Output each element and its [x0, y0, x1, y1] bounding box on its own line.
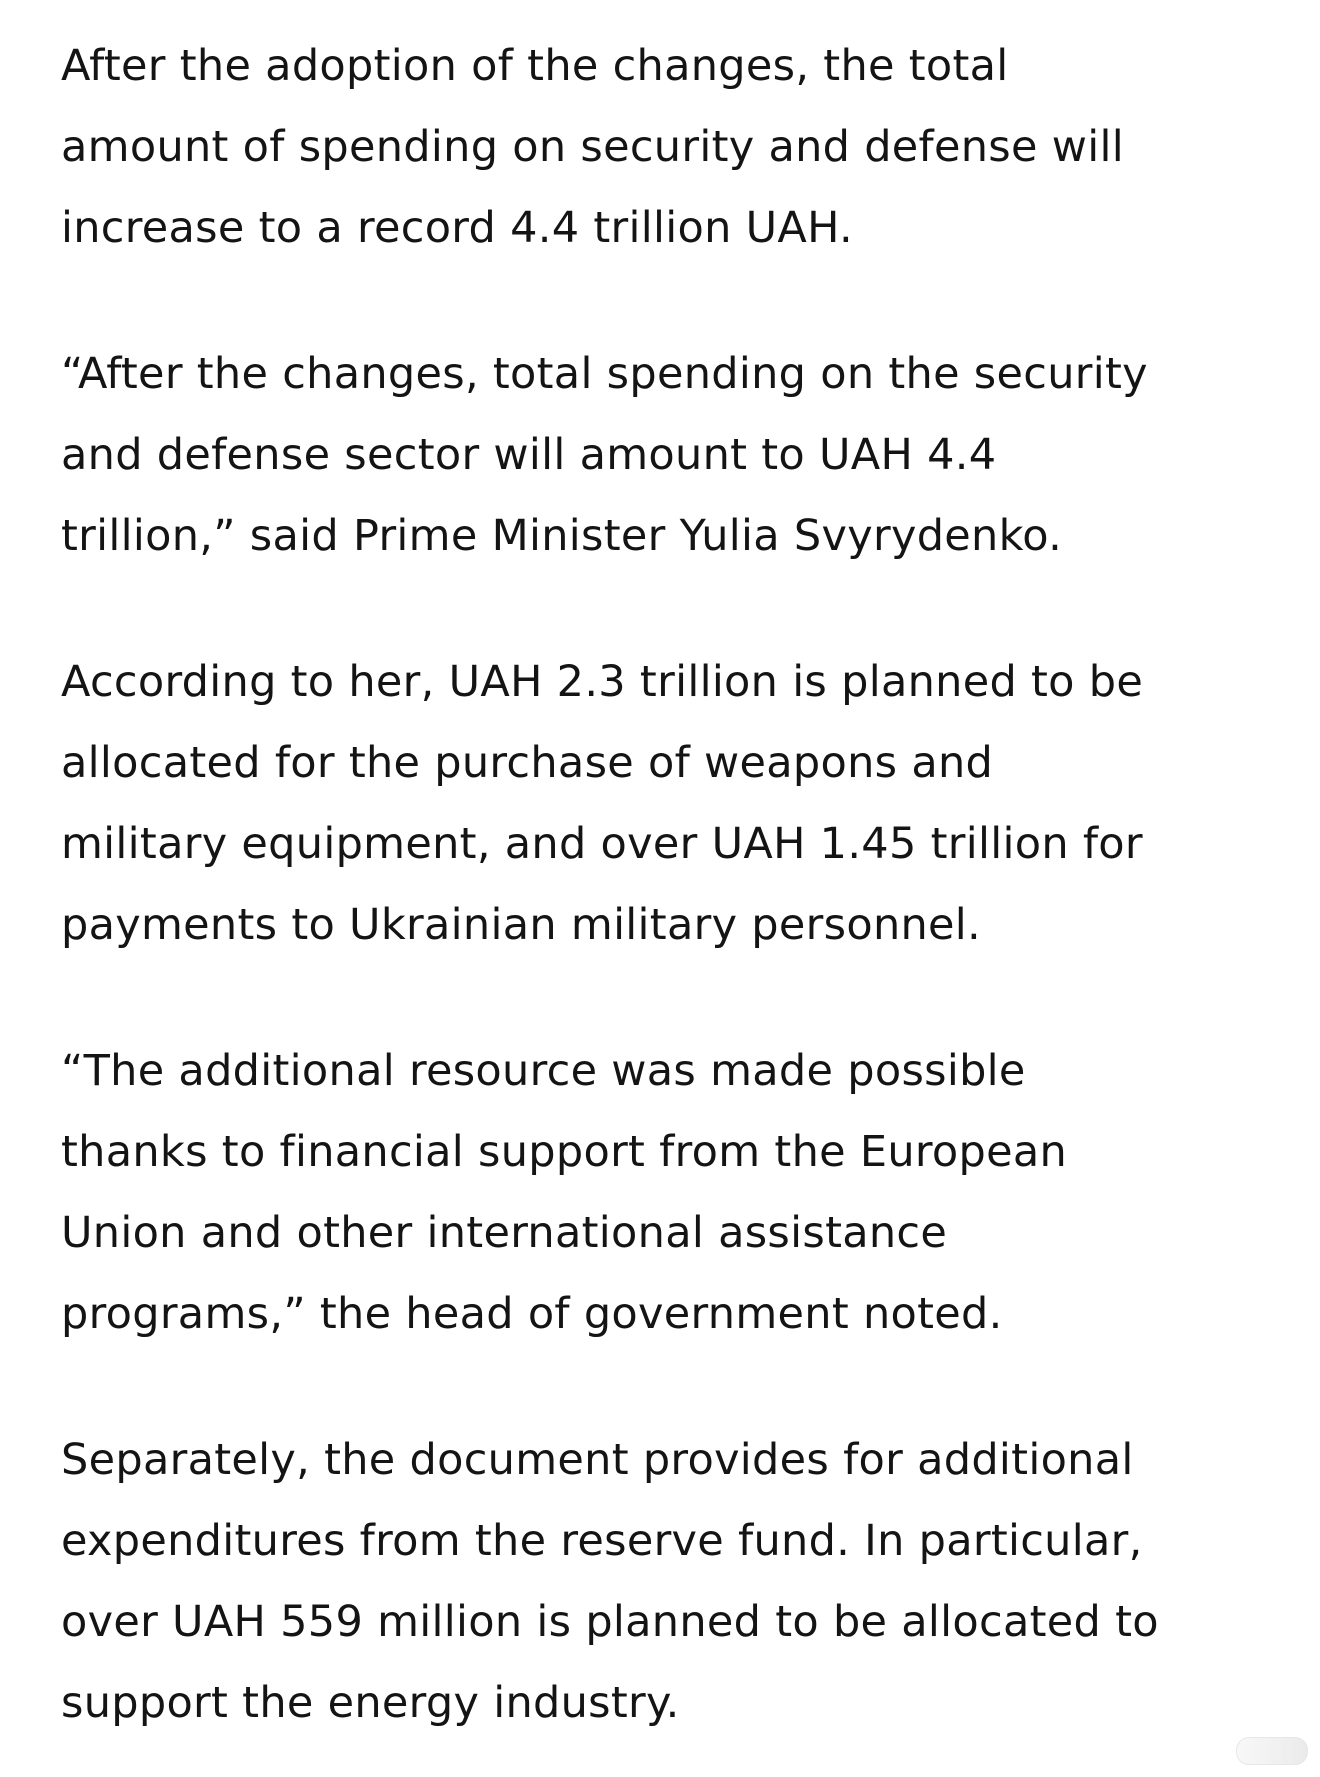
text-line: and defense sector will amount to UAH 4.4 — [61, 430, 997, 480]
text-line: After the adoption of the changes, the total — [61, 41, 1009, 91]
text-line: thanks to financial support from the European — [61, 1127, 1068, 1177]
text-line: expenditures from the reserve fund. In particular, — [61, 1516, 1143, 1566]
text-line: support the energy industry. — [61, 1678, 680, 1728]
paragraph-reserve-fund — [61, 1420, 1271, 1744]
text-line: programs,” the head of government noted. — [61, 1289, 1003, 1339]
scroll-thumb[interactable] — [1236, 1737, 1308, 1765]
text-line: military equipment, and over UAH 1.45 trillion for — [61, 819, 1143, 869]
paragraph-eu-support-quote — [61, 1031, 1271, 1355]
paragraph-allocation — [61, 642, 1271, 966]
article-body — [61, 26, 1271, 1744]
text-line: “After the changes, total spending on the security — [61, 349, 1148, 399]
text-line: allocated for the purchase of weapons and — [61, 738, 994, 788]
text-line: over UAH 559 million is planned to be allocated to — [61, 1597, 1159, 1647]
text-line: trillion,” said Prime Minister Yulia Svyrydenko. — [61, 511, 1063, 561]
text-line: “The additional resource was made possible — [61, 1046, 1026, 1096]
text-line: Union and other international assistance — [61, 1208, 948, 1258]
paragraph-spending-total — [61, 26, 1271, 269]
text-line: Separately, the document provides for additional — [61, 1435, 1134, 1485]
text-line: payments to Ukrainian military personnel. — [61, 900, 982, 950]
paragraph-pm-quote — [61, 334, 1271, 577]
text-line: According to her, UAH 2.3 trillion is planned to be — [61, 657, 1144, 707]
text-line: amount of spending on security and defense will — [61, 122, 1124, 172]
text-line: increase to a record 4.4 trillion UAH. — [61, 203, 853, 253]
